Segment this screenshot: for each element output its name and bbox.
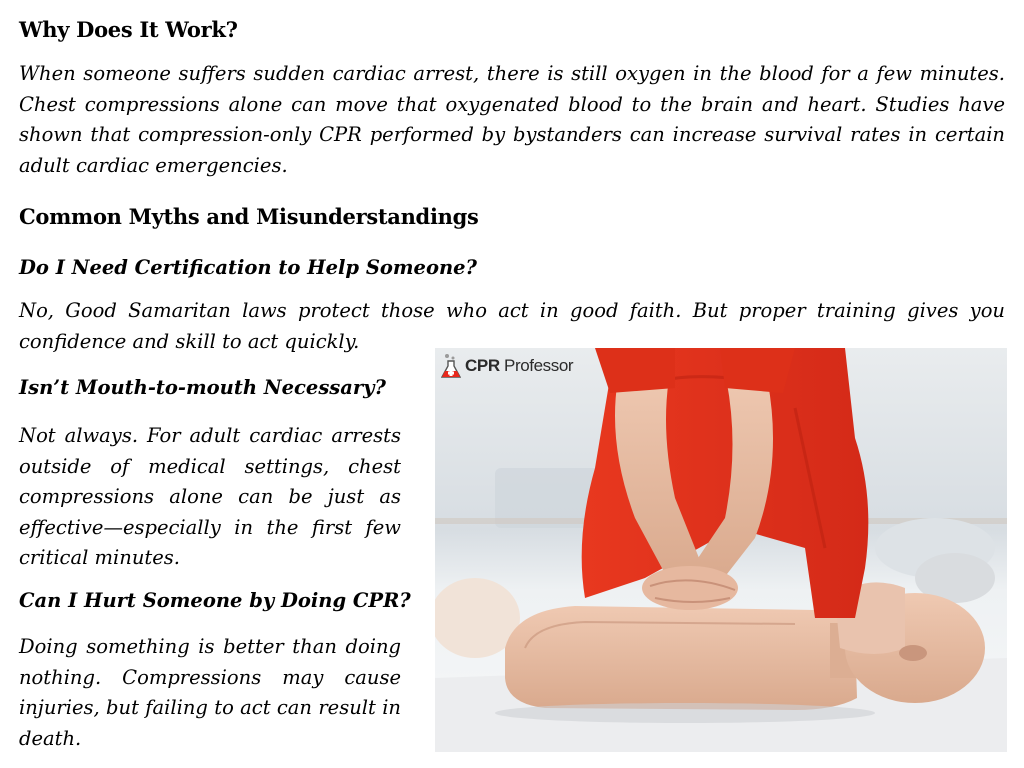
- paragraph-why-it-works: When someone suffers sudden cardiac arrest, there is still oxygen in the blood for a few minutes. Chest compressions alone can move that oxygenated blood to the brain and heart. Studies have shown that compression-only CPR performed by bystanders can increase survival rates in certain adult cardiac emergencies.: [19, 62, 1005, 177]
- cpr-illustration: [435, 348, 1007, 752]
- question-hurt-someone: Can I Hurt Someone by Doing CPR?: [19, 589, 411, 612]
- cpr-training-photo: [435, 348, 1007, 752]
- question-mouth-to-mouth: Isn’t Mouth-to-mouth Necessary?: [19, 376, 386, 399]
- question-certification: Do I Need Certification to Help Someone?: [19, 256, 477, 279]
- logo-text-bold: CPR: [465, 356, 500, 375]
- heading-common-myths: Common Myths and Misunderstandings: [19, 204, 479, 229]
- answer-mouth-to-mouth: Not always. For adult cardiac arrests outside of medical settings, chest compressions alone can be just as effective—especially in the first few critical minutes.: [19, 424, 401, 569]
- answer-certification: No, Good Samaritan laws protect those who act in good faith. But proper training gives you confidence and skill to act quickly.: [19, 299, 1005, 353]
- flask-icon: [441, 353, 461, 379]
- answer-hurt-someone: Doing something is better than doing nothing. Compressions may cause injuries, but failing to act can result in death.: [19, 635, 401, 750]
- heading-why-does-it-work: Why Does It Work?: [19, 17, 238, 42]
- logo-text-rest: Professor: [499, 356, 574, 375]
- logo-text: [465, 356, 573, 376]
- cpr-professor-logo: [441, 353, 573, 379]
